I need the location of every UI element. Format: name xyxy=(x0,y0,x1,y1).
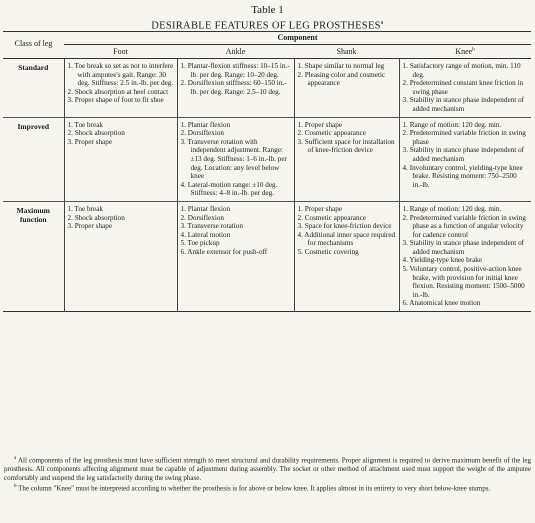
feature-item: 4. Additional inner space required for mechanisms xyxy=(297,230,396,248)
table-row xyxy=(3,201,531,311)
features-table xyxy=(3,31,531,312)
feature-item: 2. Predetermined variable friction in swing phase as a function of angular velocity for cadence control xyxy=(402,213,526,239)
row-label: Maximum function xyxy=(16,205,50,224)
table-number: Table 1 xyxy=(251,4,284,16)
column-header-shank: Shank xyxy=(294,45,399,59)
feature-item: 1. Plantar flexion xyxy=(180,204,231,213)
cell-knee xyxy=(399,117,531,201)
feature-item: 2. Cosmetic appearance xyxy=(297,213,366,222)
foot-feature-list xyxy=(68,62,174,105)
footnote-a-text: All components of the leg prosthesis must have sufficient strength to meet structural and durability requirements. Proper alignment is required to derive maximum benefit of the leg prosthesis. All components affecting alignment must be capable of adjustment during assembly. The socket or other method of attachment used must support the weight of the amputee comfortably and suspend the leg satisfactorily during the swing phase. xyxy=(4,456,531,482)
cell-shank xyxy=(294,117,399,201)
feature-item: 1. Satisfactory range of motion, min. 110 deg. xyxy=(402,62,521,79)
feature-item: 2. Dorsiflexion xyxy=(180,129,225,138)
row-label: Standard xyxy=(3,59,64,118)
feature-item: 3. Sufficient space for installation of knee-friction device xyxy=(297,137,395,155)
cell-shank xyxy=(294,201,399,311)
feature-item: 3. Space for knee-friction device xyxy=(297,222,392,231)
feature-item: 1. Proper shape xyxy=(297,120,343,129)
cell-shank xyxy=(294,59,399,118)
feature-item: 1. Shape similar to normal leg xyxy=(297,62,385,70)
cell-knee xyxy=(399,201,531,311)
feature-item: 3. Proper shape of foot to fit shoe xyxy=(67,96,164,105)
cell-foot xyxy=(64,59,177,118)
table-row xyxy=(3,117,531,201)
features-table-wrapper xyxy=(3,31,531,312)
cell-ankle xyxy=(177,201,294,311)
feature-item: 4. Lateral-motion range: ±10 deg. Stiffness: 4–8 in.-lb. per deg. xyxy=(180,180,278,198)
shank-feature-list xyxy=(298,62,396,88)
shank-feature-list xyxy=(298,205,396,257)
table-body xyxy=(3,59,531,312)
footnote-a-mark: a xyxy=(14,456,17,461)
feature-item: 5. Toe pickup xyxy=(180,239,220,248)
feature-item: 2. Predetermined variable friction in swing phase xyxy=(402,129,526,146)
column-header-foot: Foot xyxy=(64,45,177,59)
feature-item: 1. Toe break xyxy=(67,120,103,129)
cell-ankle xyxy=(177,117,294,201)
ankle-feature-list xyxy=(181,121,291,198)
feature-item: 2. Dorsiflexion stiffness: 60–150 in.-lb. per deg. Range: 2.5–10 deg. xyxy=(180,79,287,96)
column-header-ankle: Ankle xyxy=(177,45,294,59)
feature-item: 2. Pleasing color and cosmetic appearance xyxy=(297,70,386,88)
knee-feature-list xyxy=(403,62,529,114)
feature-item: 6. Anatomical knee motion xyxy=(402,299,481,308)
feature-item: 2. Dorsiflexion xyxy=(180,213,225,222)
cell-knee xyxy=(399,59,531,118)
feature-item: 1. Range of motion: 120 deg. min. xyxy=(402,204,502,213)
ankle-feature-list xyxy=(181,205,291,257)
feature-item: 4. Involuntary control, yielding-type knee brake. Resisting moment: 750–2500 in.-lb. xyxy=(402,163,523,189)
feature-item: 2. Predetermined constant knee friction in swing phase xyxy=(402,79,524,96)
row-label: Improved xyxy=(3,117,64,201)
feature-item: 5. Voluntary control, positive-action knee brake, with provision for initial knee flexion. Resisting moment: 1500–5000 in.-lb. xyxy=(402,265,525,299)
feature-item: 2. Shock absorption xyxy=(67,129,125,138)
feature-item: 3. Stability in stance phase independent of added mechanism xyxy=(402,239,525,256)
knee-feature-list xyxy=(403,121,529,190)
feature-item: 3. Transverse rotation xyxy=(180,222,243,231)
cell-foot xyxy=(64,117,177,201)
cell-ankle xyxy=(177,59,294,118)
feature-item: 3. Transverse rotation with independent adjustment. Range: ±13 deg. Stiffness: 1–6 in.-lb. per deg. Location: any level below knee xyxy=(180,137,287,181)
feature-item: 1. Plantar flexion xyxy=(180,120,231,129)
ankle-feature-list xyxy=(181,62,291,96)
cell-foot xyxy=(64,201,177,311)
foot-feature-list xyxy=(68,205,174,231)
feature-item: 1. Plantar-flexion stiffness: 10–15 in.-lb. per deg. Range: 10–20 deg. xyxy=(180,62,290,79)
knee-footnote-mark: b xyxy=(472,47,475,53)
feature-item: 3. Proper shape xyxy=(67,137,113,146)
feature-item: 4. Yielding-type knee brake xyxy=(402,256,483,265)
footnote-b xyxy=(4,483,531,493)
feature-item: 3. Stability in stance phase independent of added mechanism xyxy=(402,96,525,113)
feature-item: 1. Toe break xyxy=(67,204,103,213)
table-title-text: DESIRABLE FEATURES OF LEG PROSTHESES xyxy=(151,20,381,32)
foot-feature-list xyxy=(68,121,174,147)
feature-item: 2. Shock absorption xyxy=(67,213,125,222)
feature-item: 5. Cosmetic covering xyxy=(297,247,359,256)
knee-feature-list xyxy=(403,205,529,308)
column-header-knee xyxy=(399,45,531,59)
feature-item: 2. Cosmetic appearance xyxy=(297,129,366,138)
table-title-block xyxy=(0,4,535,33)
feature-item: 3. Stability in stance phase independent of added mechanism xyxy=(402,146,525,163)
feature-item: 1. Range of motion: 120 deg. min. xyxy=(402,120,502,129)
footnotes xyxy=(4,455,531,494)
feature-item: 1. Toe break so set as not to interfere with amputee's gait. Range: 30 deg. Stiffness: 2.5 in.-lb. per deg. xyxy=(67,62,174,88)
table-row xyxy=(3,59,531,118)
feature-item: 1. Proper shape xyxy=(297,204,343,213)
title-footnote-mark: a xyxy=(380,20,384,26)
footnote-b-text: The column "Knee" must be interpreted according to whether the prosthesis is for above or below knee. It applies almost in its entirety to very short below-knee stumps. xyxy=(18,484,491,493)
footnote-b-mark: b xyxy=(14,484,17,490)
knee-header-text: Knee xyxy=(455,47,473,56)
component-header: Component xyxy=(64,32,531,45)
class-of-leg-header: Class of leg xyxy=(3,32,64,59)
feature-item: 2. Shock absorption at heel contact xyxy=(67,87,169,96)
feature-item: 3. Proper shape xyxy=(67,222,113,231)
feature-item: 6. Ankle extensor for push-off xyxy=(180,247,268,256)
feature-item: 4. Lateral motion xyxy=(180,230,231,239)
shank-feature-list xyxy=(298,121,396,155)
footnote-a xyxy=(4,455,531,482)
